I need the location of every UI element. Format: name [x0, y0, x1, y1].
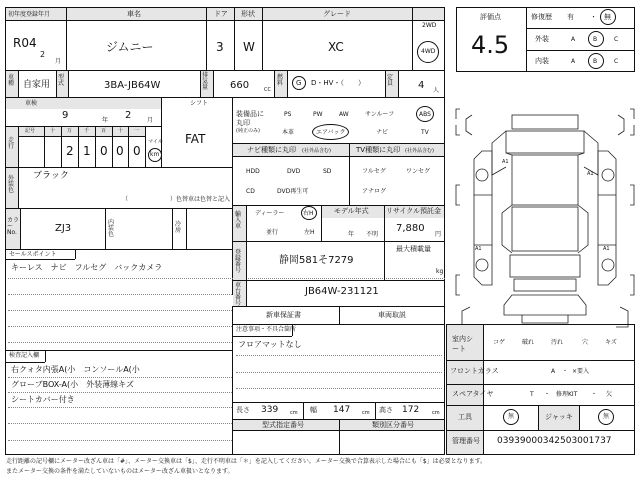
exterior-note: （ ）色替車は色替と記入: [122, 196, 231, 203]
tv-oneseg: ワンセグ: [406, 168, 431, 175]
seat-hole: 穴: [582, 339, 589, 346]
sales-point-text: キーレス ナビ フルセグ バックカメラ: [11, 263, 163, 272]
interior-seat-label: 室内シート: [452, 335, 473, 353]
recycle-value: 7,880: [396, 223, 425, 234]
seat-tear: 破れ: [522, 339, 535, 346]
inspector-line: シートカバー付き: [11, 395, 75, 404]
footer-line2: またメーター交換の条件を満たしていないものはメーター改ざん車扱いとなります。: [6, 468, 234, 475]
interior-score-label: 内装: [535, 57, 549, 65]
spare-missing: 欠: [606, 391, 613, 398]
footer-line1: 走行距離の記号欄にメーター改ざん車は「#」、メーター交換車は「$」、走行不明車は「＊」を記入してください。メーター交換で合算表示した場合にも「$」は必要となります。: [6, 458, 487, 465]
mileage-header-10: 十: [118, 128, 124, 134]
notes-label: 注意事項・不具合箇所: [236, 326, 297, 333]
equip-airbag: エアバック: [316, 129, 346, 136]
navi-hdd: HDD: [246, 168, 260, 175]
mileage-digit: 1: [83, 144, 91, 158]
length-label: 長さ: [236, 406, 250, 414]
inspector-label: 検査記入欄: [9, 352, 40, 359]
mileage-header-1k: 千: [84, 128, 90, 134]
inspection-month-unit: 月: [147, 117, 154, 124]
navi-note: (社外品含む): [302, 148, 331, 154]
shape-label: 形状: [241, 10, 255, 18]
score-label: 評価点: [480, 13, 501, 21]
length-unit: cm: [290, 410, 298, 416]
model-year-unknown: 不明: [366, 231, 379, 238]
notes-text: フロアマットなし: [238, 340, 302, 349]
inspection-year-unit: 年: [102, 117, 109, 124]
navi-sd: SD: [323, 168, 332, 175]
month-unit: 月: [55, 58, 62, 65]
displacement-label: 排気量: [202, 72, 209, 91]
car-damage-diagram: [452, 95, 638, 333]
navi-cd: CD: [246, 188, 255, 195]
equip-abs: ABS: [419, 111, 431, 118]
equip-ps: PS: [284, 111, 292, 118]
capacity-label: 定員: [387, 74, 394, 87]
equip-navi: ナビ: [376, 129, 389, 136]
tv-fullseg: フルセグ: [362, 168, 386, 175]
fuel-label: 燃料: [277, 74, 284, 87]
import-right-hand: 右H: [303, 210, 314, 217]
mileage-header-100k: 十: [50, 128, 56, 134]
shift: FAT: [185, 132, 206, 146]
mileage-header-sym: 記号: [25, 128, 36, 134]
shift-label: シフト: [190, 100, 209, 107]
type-spec-label: 型式指定番号: [262, 421, 304, 429]
mileage-digit: 0: [116, 144, 124, 158]
mileage-unit-km: km: [150, 151, 160, 158]
repair-has: 有: [567, 13, 574, 21]
height-label: 高さ: [379, 406, 393, 414]
tv-title: TV種類に丸印: [356, 146, 401, 154]
class-label: 類別区分番号: [372, 421, 414, 429]
tv-note: (社外品含む): [405, 148, 434, 154]
tools-value: 無: [508, 413, 515, 420]
spare-repair-kit: 修理KIT: [556, 391, 578, 398]
inspection-label: 車検: [25, 100, 38, 107]
new-car-warranty: 新車保証書: [266, 311, 301, 319]
color-no-label: カラーNo.: [7, 217, 20, 236]
model: 3BA-JB64W: [104, 80, 161, 91]
mileage-unit-mile: マイル: [148, 139, 163, 145]
equip-pw: PW: [313, 111, 323, 118]
equip-leather: 本革: [282, 129, 295, 136]
damage-mark-a1: A1: [502, 159, 509, 165]
mileage-header-1: 一: [134, 128, 140, 134]
front-glass-replace: ×要入: [572, 368, 590, 375]
navi-dvd-playback: DVD再生可: [277, 188, 309, 195]
vehicle-type: 自家用: [23, 80, 51, 90]
inspector-line: グローブBOX-A(小 外装薄線キズ: [11, 380, 134, 389]
color-no: ZJ3: [55, 223, 72, 234]
tools-label: 工具: [458, 413, 472, 421]
width: 147: [333, 405, 351, 415]
equip-sunroof: サンルーフ: [365, 111, 395, 118]
manual: 車両取説: [378, 311, 406, 319]
shape: W: [243, 40, 255, 54]
score-value: 4.5: [471, 31, 510, 59]
vehicle-type-label: 車種: [8, 74, 15, 87]
grade-c: C: [614, 58, 619, 65]
aircon-label: 冷房: [175, 221, 182, 234]
import-left-hand: 左H: [304, 229, 315, 236]
seat-scratch: キズ: [605, 339, 617, 346]
registration-label: 登録番号: [235, 249, 242, 274]
exterior-color: ブラック: [33, 171, 69, 181]
capacity-unit: 人: [433, 87, 440, 94]
navi-title: ナビ種類に丸印: [247, 146, 296, 154]
equipment-subtitle: (純正のみ): [236, 128, 260, 134]
spare-t: T: [530, 391, 534, 398]
grade-a: A: [571, 58, 576, 65]
equip-tv: TV: [421, 129, 429, 136]
seat-stain: 汚れ: [551, 339, 564, 346]
model-label: 型式: [58, 74, 65, 87]
width-unit: cm: [362, 410, 370, 416]
fuel-rest: D・HV・（ ）: [311, 79, 365, 87]
registration-value: 静岡581そ7279: [279, 255, 354, 266]
jack-label: ジャッキ: [545, 413, 573, 421]
inspector-line: 右クォタ内張A(小 コンソールA(小: [11, 365, 140, 374]
model-year-unit: 年: [348, 231, 355, 238]
exterior-score-label: 外装: [535, 35, 549, 43]
mileage-header-100: 百: [101, 128, 107, 134]
recycle-unit: 円: [435, 231, 442, 238]
mileage-label: 走行: [8, 137, 15, 150]
repair-none: 無: [604, 13, 611, 21]
drive-4wd: 4WD: [421, 48, 436, 55]
first-reg-month: 2: [40, 50, 46, 59]
mileage-header-10k: 万: [67, 128, 73, 134]
capacity: 4: [418, 80, 425, 91]
exterior-label: 外装色: [8, 175, 15, 194]
width-label: 幅: [310, 406, 317, 414]
car-name: ジムニー: [106, 40, 154, 54]
import-label: 輸入車: [235, 211, 242, 230]
import-dealer: ディーラー: [255, 210, 285, 217]
inspection-month: 2: [125, 110, 132, 121]
front-glass-a: A: [551, 368, 556, 375]
drive-2wd: 2WD: [422, 22, 437, 29]
displacement: 660: [230, 80, 250, 91]
chassis-label: 車台番号: [235, 282, 242, 307]
management-value: 03939000342503001737: [497, 436, 612, 446]
equip-aw: AW: [339, 111, 349, 118]
jack-value: 無: [603, 413, 610, 420]
max-load-label: 最大積載量: [396, 245, 431, 253]
grade: XC: [328, 40, 344, 54]
seat-burn: コゲ: [493, 339, 506, 346]
doors-label: ドア: [214, 10, 228, 18]
height: 172: [402, 405, 420, 415]
recycle-label: リサイクル預託金: [386, 207, 442, 215]
management-label: 管理番号: [452, 437, 480, 445]
damage-mark-a1: A1: [603, 246, 610, 252]
fuel-selected: G: [296, 79, 302, 87]
car-name-label: 車名: [127, 10, 141, 18]
import-parallel: 並行: [266, 229, 279, 236]
first-reg-label: 初年度登録年月: [8, 11, 51, 18]
height-unit: cm: [432, 410, 440, 416]
interior-color-label: 内装色: [108, 219, 115, 238]
grade-c: C: [614, 36, 619, 43]
displacement-unit: CC: [264, 87, 271, 93]
doors: 3: [216, 40, 224, 54]
mileage-digit: 0: [133, 144, 141, 158]
repair-label: 修復歴: [531, 13, 552, 21]
equipment-title: 装備品に丸印: [236, 110, 264, 127]
length: 339: [261, 405, 279, 415]
front-glass-label: フロントガラス: [450, 367, 499, 375]
grade-b: B: [593, 58, 598, 65]
inspection-year: 9: [62, 110, 69, 121]
mileage-digit: 2: [66, 144, 74, 158]
chassis-value: JB64W-231121: [305, 286, 379, 297]
sales-point-label: セールスポイント: [9, 251, 57, 258]
damage-mark-a1: A1: [475, 246, 482, 252]
first-reg-era: R04: [13, 36, 37, 50]
mileage-digit: 0: [100, 144, 108, 158]
grade-a: A: [571, 36, 576, 43]
damage-mark-a1: A1: [587, 171, 594, 177]
tv-analog: アナログ: [362, 188, 387, 195]
spare-label: スペアタイヤ: [452, 390, 494, 398]
navi-dvd: DVD: [287, 168, 301, 175]
max-load-unit: kg: [436, 268, 444, 275]
grade-label: グレード: [323, 10, 351, 18]
grade-b: B: [593, 36, 598, 43]
model-year-label: モデル年式: [334, 207, 369, 215]
